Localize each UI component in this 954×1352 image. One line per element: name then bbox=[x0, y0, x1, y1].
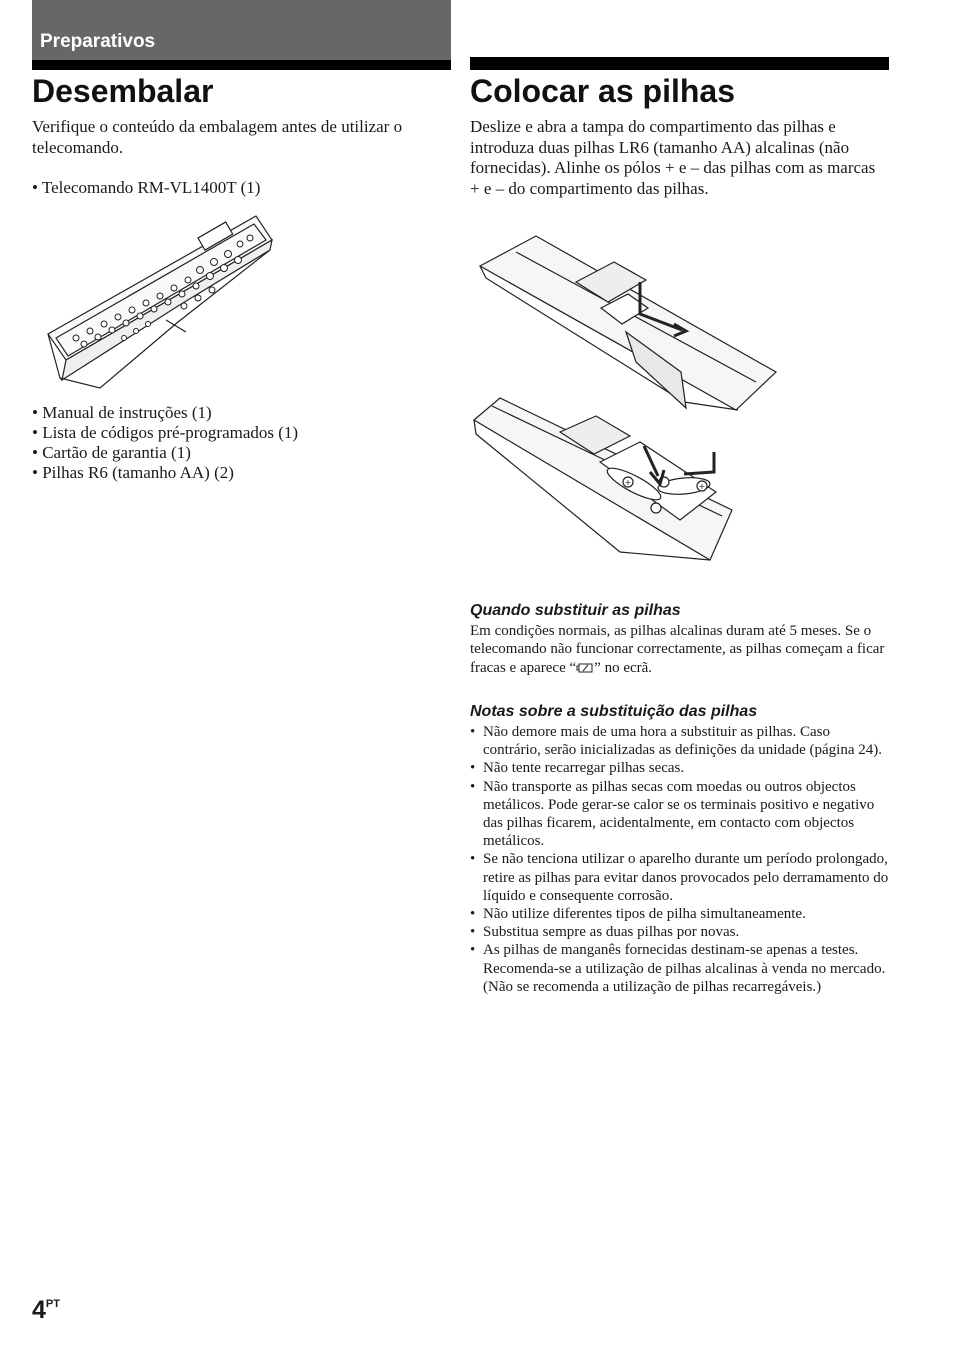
page-number-suffix: PT bbox=[45, 1298, 60, 1310]
list-item: • Lista de códigos pré-programados (1) bbox=[32, 423, 299, 442]
battery-insert-illustration bbox=[470, 392, 740, 567]
battery-intro: Deslize e abra a tampa do compartimento das pilhas e introduza duas pilhas LR6 (tamanho AA) alcalinas (não fornecidas). Alinhe os pólos + e – das pilhas com as marcas + e – do compartimento das pilhas. bbox=[470, 117, 876, 198]
note-item: • Não transporte as pilhas secas com moedas ou outros objectos metálicos. Pode gerar-se calor se os terminais positivo e negativo das pilhas ficarem, acidentalmente, em contacto com objectos metálicos. bbox=[470, 778, 890, 851]
note-item: • Substitua sempre as duas pilhas por novas. bbox=[470, 923, 890, 941]
note-item: • Se não tenciona utilizar o aparelho durante um período prolongado, retire as pilhas para evitar danos provocados pelo derramamento do líquido e consequente corrosão. bbox=[470, 850, 890, 905]
heading-colocar-pilhas: Colocar as pilhas bbox=[470, 73, 735, 109]
list-item: • Cartão de garantia (1) bbox=[32, 443, 191, 462]
replace-heading: Quando substituir as pilhas bbox=[470, 602, 681, 619]
low-battery-icon bbox=[576, 663, 594, 673]
list-item: • Pilhas R6 (tamanho AA) (2) bbox=[32, 463, 234, 482]
replace-text-start: Em condições normais, as pilhas alcalinas duram até 5 meses. Se o telecomando não funcionar correctamente, as pilhas começam a ficar fracas e aparece “ bbox=[470, 623, 885, 676]
replace-text-end: ” no ecrã. bbox=[594, 659, 653, 676]
svg-text:+: + bbox=[698, 482, 706, 491]
battery-cover-illustration bbox=[476, 232, 786, 412]
section-label: Preparativos bbox=[40, 31, 156, 52]
list-item: • Manual de instruções (1) bbox=[32, 403, 212, 422]
note-item: • Não tente recarregar pilhas secas. bbox=[470, 759, 890, 777]
note-item: • Não demore mais de uma hora a substituir as pilhas. Caso contrário, serão inicializadas as definições da unidade (página 24). bbox=[470, 723, 890, 759]
remote-control-illustration bbox=[40, 210, 280, 395]
replace-text bbox=[470, 622, 890, 677]
heading-desembalar: Desembalar bbox=[32, 73, 214, 109]
notes-heading: Notas sobre a substituição das pilhas bbox=[470, 703, 758, 720]
unpack-intro: Verifique o conteúdo da embalagem antes de utilizar o telecomando. bbox=[32, 117, 403, 157]
svg-text:+: + bbox=[624, 478, 632, 487]
page-number bbox=[32, 1296, 60, 1325]
contents-list bbox=[32, 403, 298, 483]
section-header bbox=[32, 0, 451, 60]
item-remote: • Telecomando RM-VL1400T (1) bbox=[32, 178, 261, 197]
section-rule-right bbox=[470, 57, 889, 70]
note-item: • As pilhas de manganês fornecidas destinam-se apenas a testes. Recomenda-se a utilização de pilhas alcalinas à venda no mercado. (Não se recomenda a utilização de pilhas recarregáveis.) bbox=[470, 941, 890, 996]
note-item: • Não utilize diferentes tipos de pilha simultaneamente. bbox=[470, 905, 890, 923]
notes-list bbox=[470, 723, 890, 996]
section-rule-left bbox=[32, 60, 451, 70]
page-number-value: 4 bbox=[32, 1296, 46, 1324]
